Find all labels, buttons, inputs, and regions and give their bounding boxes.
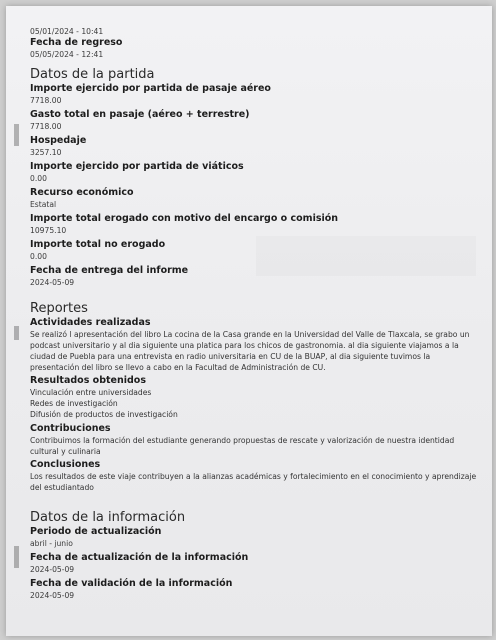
field-label: Importe ejercido por partida de viáticos [30, 161, 244, 172]
field-value: 3257.10 [30, 148, 62, 157]
resultados-label: Resultados obtenidos [30, 375, 146, 386]
contribuciones-label: Contribuciones [30, 423, 111, 434]
departure-date-value: 05/01/2024 - 10:41 [30, 27, 104, 36]
field-label: Importe ejercido por partida de pasaje aéreo [30, 83, 271, 94]
field-value: 2024-05-09 [30, 591, 75, 600]
conclusiones-text: Los resultados de este viaje contribuyen a la alianzas académicas y fortalecimiento en el conocimiento y aprendizaje del estudiantado [30, 472, 477, 492]
field-fecha-validacion [30, 578, 480, 601]
return-date-label: Fecha de regreso [30, 37, 123, 48]
contribuciones-text: Contribuimos la formación del estudiante generando propuestas de rescate y valorización de nuestra identidad cultural y culinaria [30, 436, 455, 456]
field-label: Recurso económico [30, 187, 134, 198]
field-label: Periodo de actualización [30, 526, 162, 537]
field-viaticos [30, 161, 480, 184]
field-value: 7718.00 [30, 122, 62, 131]
punch-mark [14, 326, 19, 340]
actividades-text: Se realizó l apresentación del libro La cocina de la Casa grande en la Universidad del Valle de Tlaxcala, se grabo un podcast universitario y al dia siguiente una platica para los chicos de gastronomia. al dia siguiente viajamos a la ciudad de Puebla para una entrevista en radio universitaria en CU de la BUAP, al dia siguiente tuvimos la presentación del libro se llevo a cabo en la Facultad de Administración de CU. [30, 330, 470, 372]
field-value: abril - junio [30, 539, 73, 548]
field-value: 2024-05-09 [30, 565, 75, 574]
section-title-partida: Datos de la partida [30, 67, 155, 82]
field-label: Fecha de entrega del informe [30, 265, 189, 276]
field-value: Estatal [30, 200, 57, 209]
conclusiones-label: Conclusiones [30, 459, 101, 470]
field-periodo [30, 526, 480, 549]
field-value: 0.00 [30, 174, 47, 183]
document-page [6, 6, 492, 636]
field-label: Gasto total en pasaje (aéreo + terrestre) [30, 109, 250, 120]
field-value: 7718.00 [30, 96, 62, 105]
resultado-item: Redes de investigación [30, 399, 118, 408]
field-value: 0.00 [30, 252, 47, 261]
field-no-erogado [30, 239, 480, 262]
section-title-reportes: Reportes [30, 301, 88, 316]
section-title-informacion: Datos de la información [30, 510, 186, 525]
field-fecha-actualizacion [30, 552, 480, 575]
field-gasto-pasaje [30, 109, 480, 132]
punch-mark [14, 546, 19, 568]
field-recurso [30, 187, 480, 210]
field-label: Importe total erogado con motivo del encargo o comisión [30, 213, 339, 224]
field-fecha-entrega [30, 265, 480, 288]
field-label: Fecha de actualización de la información [30, 552, 249, 563]
field-value: 2024-05-09 [30, 278, 75, 287]
field-value: 10975.10 [30, 226, 67, 235]
field-label: Importe total no erogado [30, 239, 166, 250]
resultado-item: Vinculación entre universidades [30, 388, 152, 397]
resultado-item: Difusión de productos de investigación [30, 410, 178, 419]
field-label: Hospedaje [30, 135, 87, 146]
field-total-erogado [30, 213, 480, 236]
return-date-value: 05/05/2024 - 12:41 [30, 50, 104, 59]
document-content [30, 26, 480, 601]
punch-mark [14, 124, 19, 146]
field-pasaje-aereo [30, 83, 480, 106]
field-label: Fecha de validación de la información [30, 578, 233, 589]
field-hospedaje [30, 135, 480, 158]
actividades-label: Actividades realizadas [30, 317, 151, 328]
